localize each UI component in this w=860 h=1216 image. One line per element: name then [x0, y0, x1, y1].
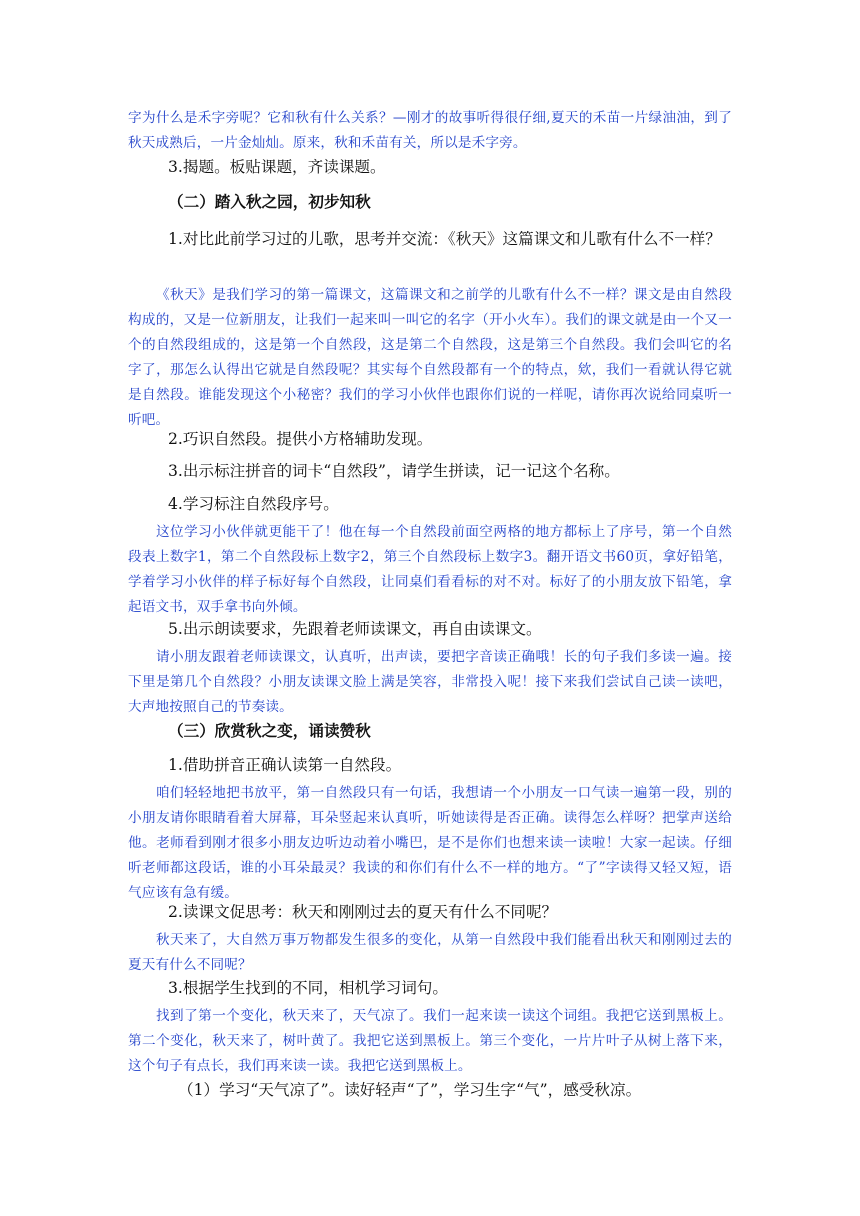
- step-learn-phrases: 3.根据学生找到的不同，相机学习词句。: [168, 979, 448, 997]
- section-heading-2: （二）踏入秋之园，初步知秋: [168, 192, 371, 211]
- step-word-card: 3.出示标注拼音的词卡“自然段”，请学生拼读，记一记这个名称。: [168, 462, 620, 480]
- paragraph-follow-reading: 请小朋友跟着老师读课文，认真听，出声读，要把字音读正确哦！长的句子我们多读一遍。接下里是第几个自然段？小朋友读课文脸上满是笑容，非常投入呢！接下来我们尝试自己读一读吧，大声地按照自己的节奏读。: [128, 649, 732, 715]
- step-compare-nursery-rhyme: 1.对比此前学习过的儿歌，思考并交流：《秋天》这篇课文和儿歌有什么不一样？: [168, 230, 721, 248]
- section-heading-3: （三）欣赏秋之变，诵读赞秋: [168, 721, 371, 740]
- step-reveal-title: 3.揭题。板贴课题，齐读课题。: [168, 158, 386, 176]
- paragraph-numbering-instructions: 这位学习小伙伴就更能干了！他在每一个自然段前面空两格的地方都标上了序号，第一个自然段表上数字1，第二个自然段标上数字2，第三个自然段标上数字3。翻开语文书60页，拿好铅笔，学着学习小伙伴的样子标好每个自然段，让同桌们看看标的对不对。标好了的小朋友放下铅笔，拿起语文书，双手拿书向外倾。: [128, 524, 732, 615]
- paragraph-first-segment-reading: 咱们轻轻地把书放平，第一自然段只有一句话，我想请一个小朋友一口气读一遍第一段，别的小朋友请你眼睛看着大屏幕，耳朵竖起来认真听，听她读得是否正确。读得怎么样呀？把掌声送给他。老师看到刚才很多小朋友边听边动着小嘴巴，是不是你们也想来读一读啦！大家一起读。仔细听老师都这段话，谁的小耳朵最灵？我读的和你们有什么不一样的地方。“了”字读得又轻又短，语气应该有急有缓。: [128, 785, 732, 901]
- step-read-first-segment: 1.借助拼音正确认读第一自然段。: [168, 756, 402, 774]
- paragraph-season-changes: 秋天来了，大自然万事万物都发生很多的变化，从第一自然段中我们能看出秋天和刚刚过去的夏天有什么不同呢？: [128, 932, 732, 973]
- step-identify-segments: 2.巧识自然段。提供小方格辅助发现。: [168, 430, 433, 448]
- step-reading-requirements: 5.出示朗读要求，先跟着老师读课文，再自由读课文。: [168, 620, 542, 638]
- paragraph-character-radical: 字为什么是禾字旁呢？它和秋有什么关系？—刚才的故事听得很仔细,夏天的禾苗一片绿油油，到了秋天成熟后，一片金灿灿。原来，秋和禾苗有关，所以是禾字旁。: [128, 110, 732, 151]
- step-weather-cool: （1）学习“天气凉了”。读好轻声“了”，学习生字“气”，感受秋凉。: [178, 1081, 642, 1099]
- step-number-segments: 4.学习标注自然段序号。: [168, 495, 339, 513]
- paragraph-natural-segments: 《秋天》是我们学习的第一篇课文，这篇课文和之前学的儿歌有什么不一样？课文是由自然段构成的，又是一位新朋友，让我们一起来叫一叫它的名字（开小火车）。我们的课文就是由一个又一个的自然段组成的，这是第一个自然段，这是第二个自然段，这是第三个自然段。我们会叫它的名字了，那怎么认得出它就是自然段呢？其实每个自然段都有一个的特点，欸，我们一看就认得它就是自然段。谁能发现这个小秘密？我们的学习小伙伴也跟你们说的一样呢，请你再次说给同桌听一听吧。: [128, 287, 732, 428]
- step-compare-seasons: 2.读课文促思考：秋天和刚刚过去的夏天有什么不同呢？: [168, 903, 558, 921]
- paragraph-three-changes: 找到了第一个变化，秋天来了，天气凉了。我们一起来读一读这个词组。我把它送到黑板上。第二个变化，秋天来了，树叶黄了。我把它送到黑板上。第三个变化，一片片叶子从树上落下来，这个句子有点长，我们再来读一读。我把它送到黑板上。: [128, 1008, 732, 1074]
